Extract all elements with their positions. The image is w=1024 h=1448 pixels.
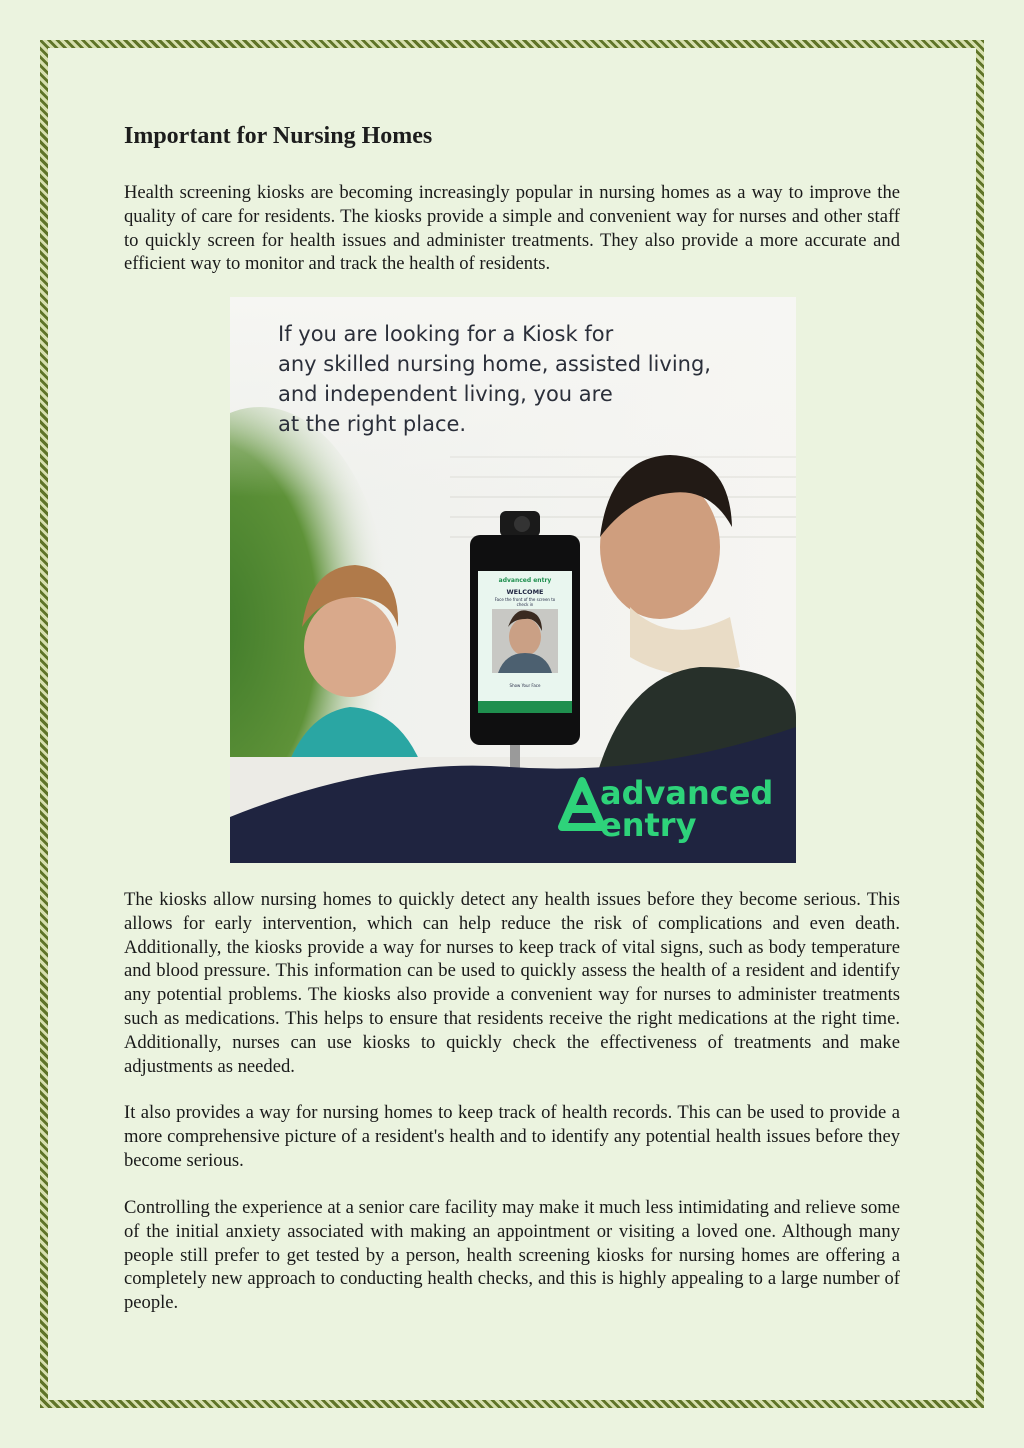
kiosk-subtext: Face the front of the screen to check in: [494, 597, 556, 607]
brand-logo-text: [600, 774, 774, 844]
intro-paragraph: Health screening kiosks are becoming increasingly popular in nursing homes as a way to improve the quality of care for residents. The kiosks provide a simple and convenient way for nurses and other staff to quickly screen for health issues and administer treatments. They also provide a more accurate and efficient way to monitor and track the health of residents.: [124, 182, 900, 275]
body-paragraph: Controlling the experience at a senior care facility may make it much less intimidating and relieve some of the initial anxiety associated with making an appointment or visiting a loved one. Although many people still prefer to get tested by a person, health screening kiosks for nursing homes are offering a completely new approach to conducting health checks, and this is highly appealing to a large number of people.: [124, 1197, 900, 1314]
kiosk-show-face: Show Your Face: [509, 683, 541, 688]
kiosk-brand: advanced entry: [498, 577, 552, 584]
body-paragraph: It also provides a way for nursing homes to keep track of health records. This can be used to provide a more comprehensive picture of a resident's health and to identify any potential health issues before they become serious.: [124, 1102, 900, 1171]
brand-logo-line: advanced: [600, 774, 774, 812]
ad-headline-line: If you are looking for a Kiosk for: [278, 322, 614, 346]
ad-headline-line: at the right place.: [278, 412, 467, 436]
page-title: Important for Nursing Homes: [124, 123, 433, 149]
ad-headline: [278, 319, 758, 439]
kiosk-welcome: WELCOME: [506, 588, 544, 596]
ad-headline-line: and independent living, you are: [278, 382, 613, 406]
kiosk-screen: [478, 577, 572, 688]
ad-headline-line: any skilled nursing home, assisted living,: [278, 352, 711, 376]
advertisement-image: [230, 297, 796, 863]
body-paragraph: The kiosks allow nursing homes to quickly detect any health issues before they become serious. This allows for early intervention, which can help reduce the risk of complications and even death. Additionally, the kiosks provide a way for nurses to keep track of vital signs, such as body temperature and blood pressure. This information can be used to quickly assess the health of a resident and identify any potential problems. The kiosks also provide a convenient way for nurses to administer treatments such as medications. This helps to ensure that residents receive the right medications at the right time. Additionally, nurses can use kiosks to quickly check the effectiveness of treatments and make adjustments as needed.: [124, 889, 900, 1077]
brand-logo-line: entry: [600, 806, 697, 844]
